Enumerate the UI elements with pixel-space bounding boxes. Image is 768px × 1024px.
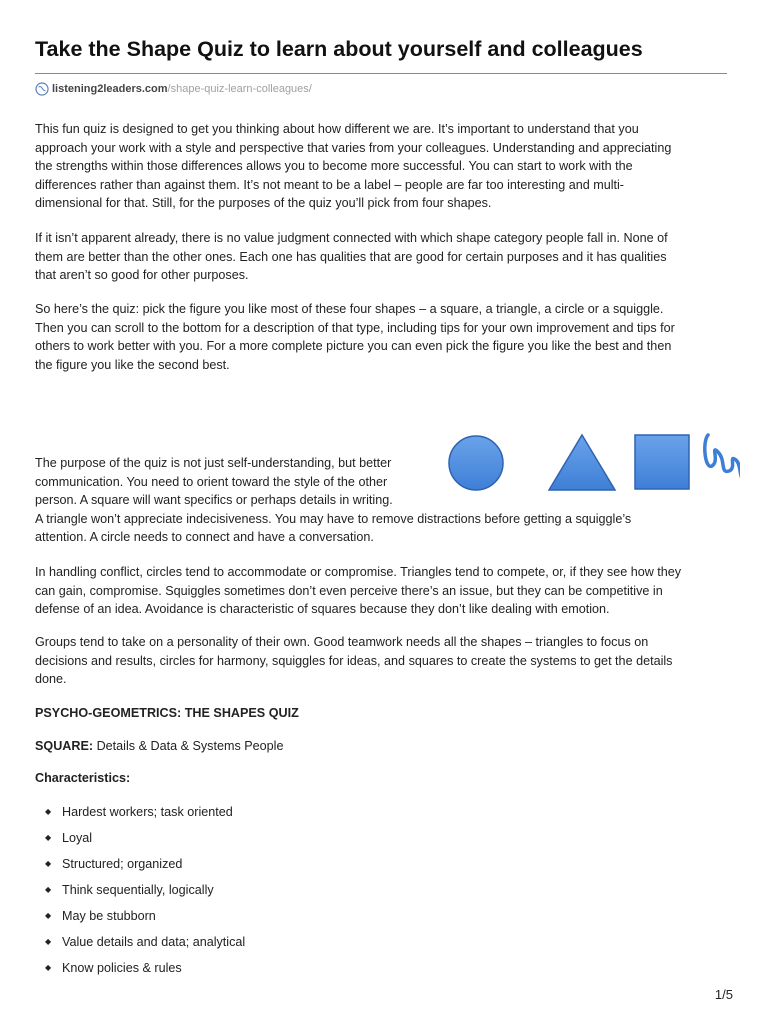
text-line: The purpose of the quiz is not just self-understanding, but better: [35, 456, 392, 470]
text-line: the figure you like the second best.: [35, 357, 230, 372]
teamwork-paragraph: [35, 633, 727, 689]
section-heading: PSYCHO-GEOMETRICS: THE SHAPES QUIZ: [35, 706, 299, 720]
text-line: Then you can scroll to the bottom for a description of that type, including tips for your own improvement and tips for: [35, 320, 675, 335]
text-line: approach your work with a style and perspective that varies from your colleagues. Understanding and appreciating: [35, 140, 672, 155]
text-line: attention. A circle needs to connect and have a conversation.: [35, 530, 374, 545]
text-line: A triangle won’t appreciate indecisiveness. You may have to remove distractions before getting a squiggle’s: [35, 511, 632, 526]
list-item: ◆ May be stubborn: [45, 903, 245, 929]
page-title: Take the Shape Quiz to learn about yourself and colleagues: [35, 37, 643, 61]
characteristics-list: [45, 799, 245, 981]
characteristics-heading: Characteristics:: [35, 771, 131, 785]
text-line: So here’s the quiz: pick the figure you like most of these four shapes – a square, a triangle, a circle or a squiggle.: [35, 302, 664, 316]
text-line: them are better than the other ones. Each one has qualities that are good for certain purposes and it has qualities: [35, 249, 667, 264]
text-line: Groups tend to take on a personality of their own. Good teamwork needs all the shapes – triangles to focus on: [35, 635, 649, 649]
quiz-instructions-paragraph: [35, 300, 727, 374]
globe-icon: [35, 82, 49, 96]
bullet-icon: ◆: [45, 885, 52, 894]
text-line: that aren’t so good for other purposes.: [35, 268, 249, 283]
bullet-icon: ◆: [45, 833, 52, 842]
list-item: ◆ Structured; organized: [45, 851, 245, 877]
text-line: This fun quiz is designed to get you thinking about how different we are. It’s important to understand that you: [35, 122, 639, 136]
list-item: ◆ Hardest workers; task oriented: [45, 799, 245, 825]
list-item: ◆ Value details and data; analytical: [45, 929, 245, 955]
bullet-icon: ◆: [45, 937, 52, 946]
text-line: others to work better with you. For a more complete picture you can even pick the figure you like the best and then: [35, 339, 672, 354]
text-line: dimensional for that. Still, for the purposes of the quiz you’ll pick from four shapes.: [35, 196, 492, 211]
text-line: done.: [35, 672, 67, 687]
title-divider: [35, 73, 727, 74]
text-line: the strengths within those differences allows you to become more successful. You can start to work with the: [35, 159, 633, 174]
conflict-paragraph: [35, 563, 727, 619]
list-item: ◆ Think sequentially, logically: [45, 877, 245, 903]
list-item: ◆ Know policies & rules: [45, 955, 245, 981]
text-line: can gain, compromise. Squiggles sometimes don’t even perceive there’s an issue, but they can be competitive in: [35, 583, 663, 598]
source-domain[interactable]: listening2leaders.com: [52, 83, 168, 95]
bullet-icon: ◆: [45, 859, 52, 868]
square-description: Details & Data & Systems People: [93, 739, 284, 753]
text-line: defense of an idea. Avoidance is characteristic of squares because they don’t like dealing with emotion.: [35, 602, 610, 617]
bullet-icon: ◆: [45, 807, 52, 816]
text-line: differences rather than against them. It’s not meant to be a label – people are far too interesting and multi-: [35, 177, 624, 192]
text-line: person. A square will want specifics or perhaps details in writing.: [35, 493, 393, 508]
intro-paragraph: [35, 120, 727, 213]
square-label: SQUARE:: [35, 739, 94, 753]
text-line: decisions and results, circles for harmony, squiggles for ideas, and squares to create the systems to get the details: [35, 653, 673, 668]
text-line: If it isn’t apparent already, there is no value judgment connected with which shape category people fall in. None of: [35, 231, 668, 245]
purpose-paragraph: [35, 454, 727, 547]
source-link[interactable]: [35, 82, 312, 96]
source-path[interactable]: /shape-quiz-learn-colleagues/: [167, 83, 312, 95]
list-item: ◆ Loyal: [45, 825, 245, 851]
page-number: 1/5: [714, 987, 733, 1002]
bullet-icon: ◆: [45, 911, 52, 920]
value-judgment-paragraph: [35, 229, 727, 285]
text-line: In handling conflict, circles tend to accommodate or compromise. Triangles tend to compete, or, if they see how they: [35, 565, 682, 579]
text-line: communication. You need to orient toward the style of the other: [35, 474, 388, 489]
bullet-icon: ◆: [45, 963, 52, 972]
square-type-line: [35, 737, 727, 756]
